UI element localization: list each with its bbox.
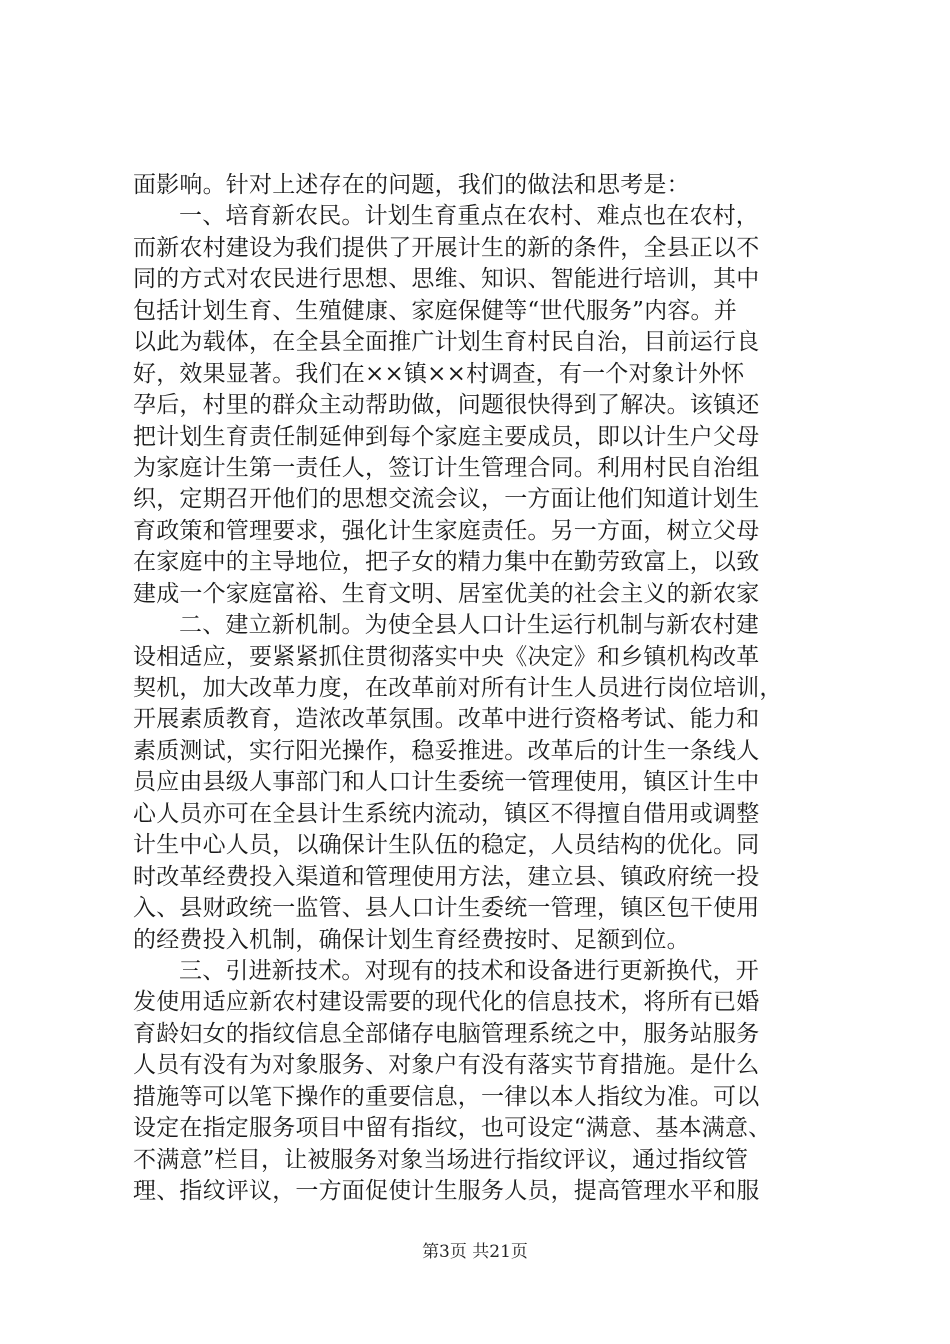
text-line: 以此为载体，在全县全面推广计划生育村民自治，目前运行良 — [133, 329, 760, 356]
text-line: 开展素质教育，造浓改革氛围。改革中进行资格考试、能力和 — [133, 706, 760, 733]
text-line: 措施等可以笔下操作的重要信息，一律以本人指纹为准。可以 — [133, 1083, 760, 1110]
text-line: 好，效果显著。我们在××镇××村调查，有一个对象计外怀 — [133, 360, 745, 387]
text-line: 建成一个家庭富裕、生育文明、居室优美的社会主义的新农家 — [133, 580, 760, 607]
text-line: 发使用适应新农村建设需要的现代化的信息技术，将所有已婚 — [133, 989, 760, 1016]
text-line: 设相适应，要紧紧抓住贯彻落实中央《决定》和乡镇机构改革 — [133, 643, 760, 670]
text-line: 把计划生育责任制延伸到每个家庭主要成员，即以计生户父母 — [133, 423, 760, 450]
document-body — [133, 170, 833, 1207]
text-line: 计生中心人员，以确保计生队伍的稳定，人员结构的优化。同 — [133, 832, 760, 859]
text-line: 的经费投入机制，确保计划生育经费按时、足额到位。 — [133, 926, 690, 953]
text-line: 设定在指定服务项目中留有指纹，也可设定“满意、基本满意、 — [133, 1115, 772, 1142]
text-line: 一、培育新农民。计划生育重点在农村、难点也在农村， — [179, 203, 759, 230]
text-line: 人员有没有为对象服务、对象户有没有落实节育措施。是什么 — [133, 1052, 760, 1079]
text-line: 在家庭中的主导地位，把子女的精力集中在勤劳致富上，以致 — [133, 549, 760, 576]
text-line: 入、县财政统一监管、县人口计生委统一管理，镇区包干使用 — [133, 895, 760, 922]
text-line: 育政策和管理要求，强化计生家庭责任。另一方面，树立父母 — [133, 517, 760, 544]
text-line: 员应由县级人事部门和人口计生委统一管理使用，镇区计生中 — [133, 769, 760, 796]
text-line: 契机，加大改革力度，在改革前对所有计生人员进行岗位培训， — [133, 675, 783, 701]
text-line: 时改革经费投入渠道和管理使用方法，建立县、镇政府统一投 — [133, 863, 760, 890]
text-line: 心人员亦可在全县计生系统内流动，镇区不得擅自借用或调整 — [133, 800, 760, 827]
text-line: 不满意”栏目，让被服务对象当场进行指纹评议，通过指纹管 — [133, 1146, 749, 1173]
text-line: 理、指纹评议，一方面促使计生服务人员，提高管理水平和服 — [133, 1178, 760, 1204]
text-line: 同的方式对农民进行思想、思维、知识、智能进行培训，其中 — [133, 266, 760, 293]
text-line: 二、建立新机制。为使全县人口计生运行机制与新农村建 — [179, 612, 759, 639]
text-line: 而新农村建设为我们提供了开展计生的新的条件，全县正以不 — [133, 234, 760, 261]
page-number-footer: 第3页 共21页 — [422, 1242, 528, 1262]
text-line: 孕后，村里的群众主动帮助做，问题很快得到了解决。该镇还 — [133, 392, 760, 419]
text-line: 面影响。针对上述存在的问题，我们的做法和思考是： — [133, 172, 690, 198]
text-line: 素质测试，实行阳光操作，稳妥推进。改革后的计生一条线人 — [133, 737, 760, 764]
text-line: 三、引进新技术。对现有的技术和设备进行更新换代，开 — [179, 957, 759, 984]
text-line: 织，定期召开他们的思想交流会议，一方面让他们知道计划生 — [133, 486, 760, 513]
text-line: 育龄妇女的指纹信息全部储存电脑管理系统之中，服务站服务 — [133, 1020, 760, 1047]
text-line: 包括计划生育、生殖健康、家庭保健等“世代服务”内容。并 — [133, 297, 737, 324]
text-line: 为家庭计生第一责任人，签订计生管理合同。利用村民自治组 — [133, 454, 760, 481]
